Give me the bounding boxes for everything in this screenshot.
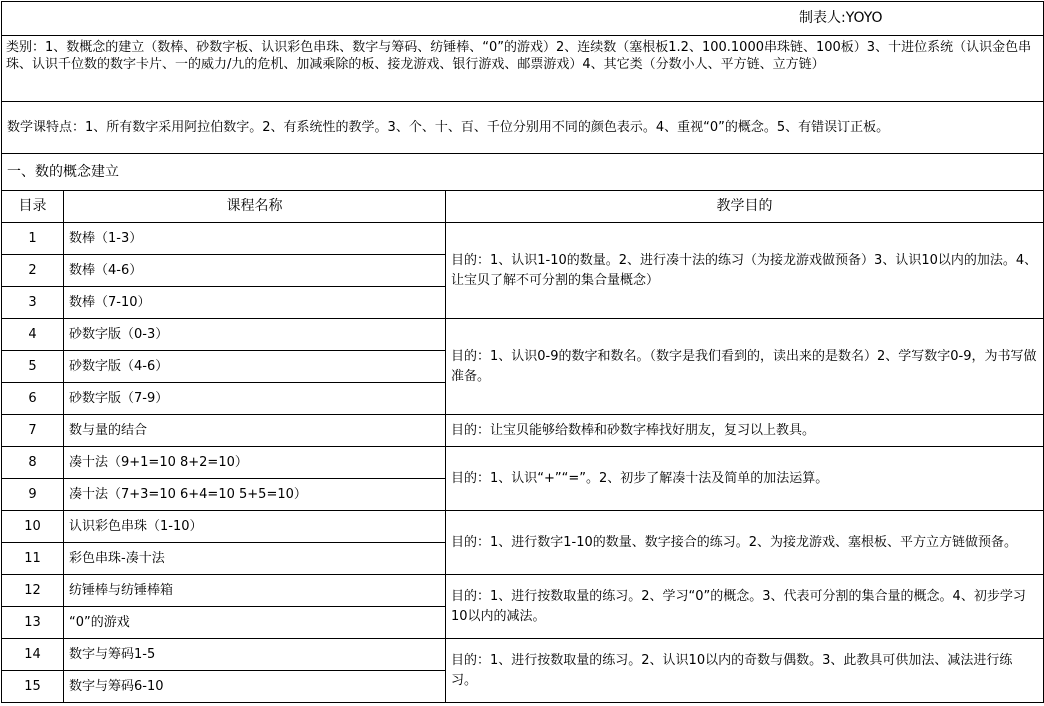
- features-row: [2, 102, 1044, 154]
- course-name[interactable]: “0”的游戏: [64, 607, 446, 639]
- course-name[interactable]: 数与量的结合: [64, 415, 446, 447]
- purpose-cell[interactable]: 目的：1、认识0-9的数字和数名。（数字是我们看到的，读出来的是数名）2、学写数字0-9，为书写做准备。: [446, 319, 1044, 415]
- course-index[interactable]: 3: [2, 287, 64, 319]
- course-index[interactable]: 14: [2, 639, 64, 671]
- course-index[interactable]: 10: [2, 511, 64, 543]
- course-index[interactable]: 6: [2, 383, 64, 415]
- curriculum-table: [1, 1, 1044, 703]
- category-cell[interactable]: 类别：1、数概念的建立（数棒、砂数字板、认识彩色串珠、数字与筹码、纺锤棒、“0”的游戏）2、连续数（塞根板1.2、100.1000串珠链、100板）3、十进位系统（认识金色串珠、认识千位数的数字卡片、一的威力/九的危机、加减乘除的板、接龙游戏、银行游戏、邮票游戏）4、其它类（分数小人、平方链、立方链）: [2, 36, 1044, 102]
- author-row: [2, 2, 1044, 36]
- course-index[interactable]: 13: [2, 607, 64, 639]
- header-index[interactable]: 目录: [2, 191, 64, 223]
- course-name[interactable]: 纺锤棒与纺锤棒箱: [64, 575, 446, 607]
- course-index[interactable]: 1: [2, 223, 64, 255]
- table-row: [2, 223, 1044, 255]
- category-row: [2, 36, 1044, 102]
- course-index[interactable]: 7: [2, 415, 64, 447]
- course-index[interactable]: 15: [2, 671, 64, 703]
- features-cell[interactable]: 数学课特点：1、所有数字采用阿拉伯数字。2、有系统性的教学。3、个、十、百、千位分别用不同的颜色表示。4、重视“0”的概念。5、有错误订正板。: [2, 102, 1044, 154]
- course-name[interactable]: 数字与筹码1-5: [64, 639, 446, 671]
- purpose-cell[interactable]: 目的：1、进行按数取量的练习。2、学习“0”的概念。3、代表可分割的集合量的概念。4、初步学习10以内的减法。: [446, 575, 1044, 639]
- header-purpose[interactable]: 教学目的: [446, 191, 1044, 223]
- course-name[interactable]: 数棒（4-6）: [64, 255, 446, 287]
- course-name[interactable]: 数棒（1-3）: [64, 223, 446, 255]
- section-title-cell[interactable]: 一、数的概念建立: [2, 154, 1044, 191]
- course-index[interactable]: 5: [2, 351, 64, 383]
- course-name[interactable]: 数字与筹码6-10: [64, 671, 446, 703]
- purpose-cell[interactable]: 目的：1、认识1-10的数量。2、进行凑十法的练习（为接龙游戏做预备）3、认识10以内的加法。4、让宝贝了解不可分割的集合量概念）: [446, 223, 1044, 319]
- table-row: [2, 415, 1044, 447]
- course-index[interactable]: 2: [2, 255, 64, 287]
- table-row: [2, 319, 1044, 351]
- course-index[interactable]: 9: [2, 479, 64, 511]
- header-course[interactable]: 课程名称: [64, 191, 446, 223]
- course-name[interactable]: 认识彩色串珠（1-10）: [64, 511, 446, 543]
- course-index[interactable]: 8: [2, 447, 64, 479]
- table-row: [2, 575, 1044, 607]
- course-name[interactable]: 彩色串珠-凑十法: [64, 543, 446, 575]
- table-row: [2, 447, 1044, 479]
- course-name[interactable]: 凑十法（7+3=10 6+4=10 5+5=10）: [64, 479, 446, 511]
- course-name[interactable]: 砂数字版（0-3）: [64, 319, 446, 351]
- table-row: [2, 639, 1044, 671]
- purpose-cell[interactable]: 目的：让宝贝能够给数棒和砂数字棒找好朋友，复习以上教具。: [446, 415, 1044, 447]
- course-index[interactable]: 4: [2, 319, 64, 351]
- course-index[interactable]: 12: [2, 575, 64, 607]
- course-name[interactable]: 凑十法（9+1=10 8+2=10）: [64, 447, 446, 479]
- purpose-cell[interactable]: 目的：1、进行数字1-10的数量、数字接合的练习。2、为接龙游戏、塞根板、平方立方链做预备。: [446, 511, 1044, 575]
- author-cell[interactable]: 制表人:YOYO: [2, 2, 1044, 36]
- course-index[interactable]: 11: [2, 543, 64, 575]
- purpose-cell[interactable]: 目的：1、认识“+”“=”。2、初步了解凑十法及简单的加法运算。: [446, 447, 1044, 511]
- course-name[interactable]: 砂数字版（7-9）: [64, 383, 446, 415]
- purpose-cell[interactable]: 目的：1、进行按数取量的练习。2、认识10以内的奇数与偶数。3、此教具可供加法、减法进行练习。: [446, 639, 1044, 703]
- table-row: [2, 511, 1044, 543]
- header-row: [2, 191, 1044, 223]
- section-row: [2, 154, 1044, 191]
- course-name[interactable]: 数棒（7-10）: [64, 287, 446, 319]
- course-name[interactable]: 砂数字版（4-6）: [64, 351, 446, 383]
